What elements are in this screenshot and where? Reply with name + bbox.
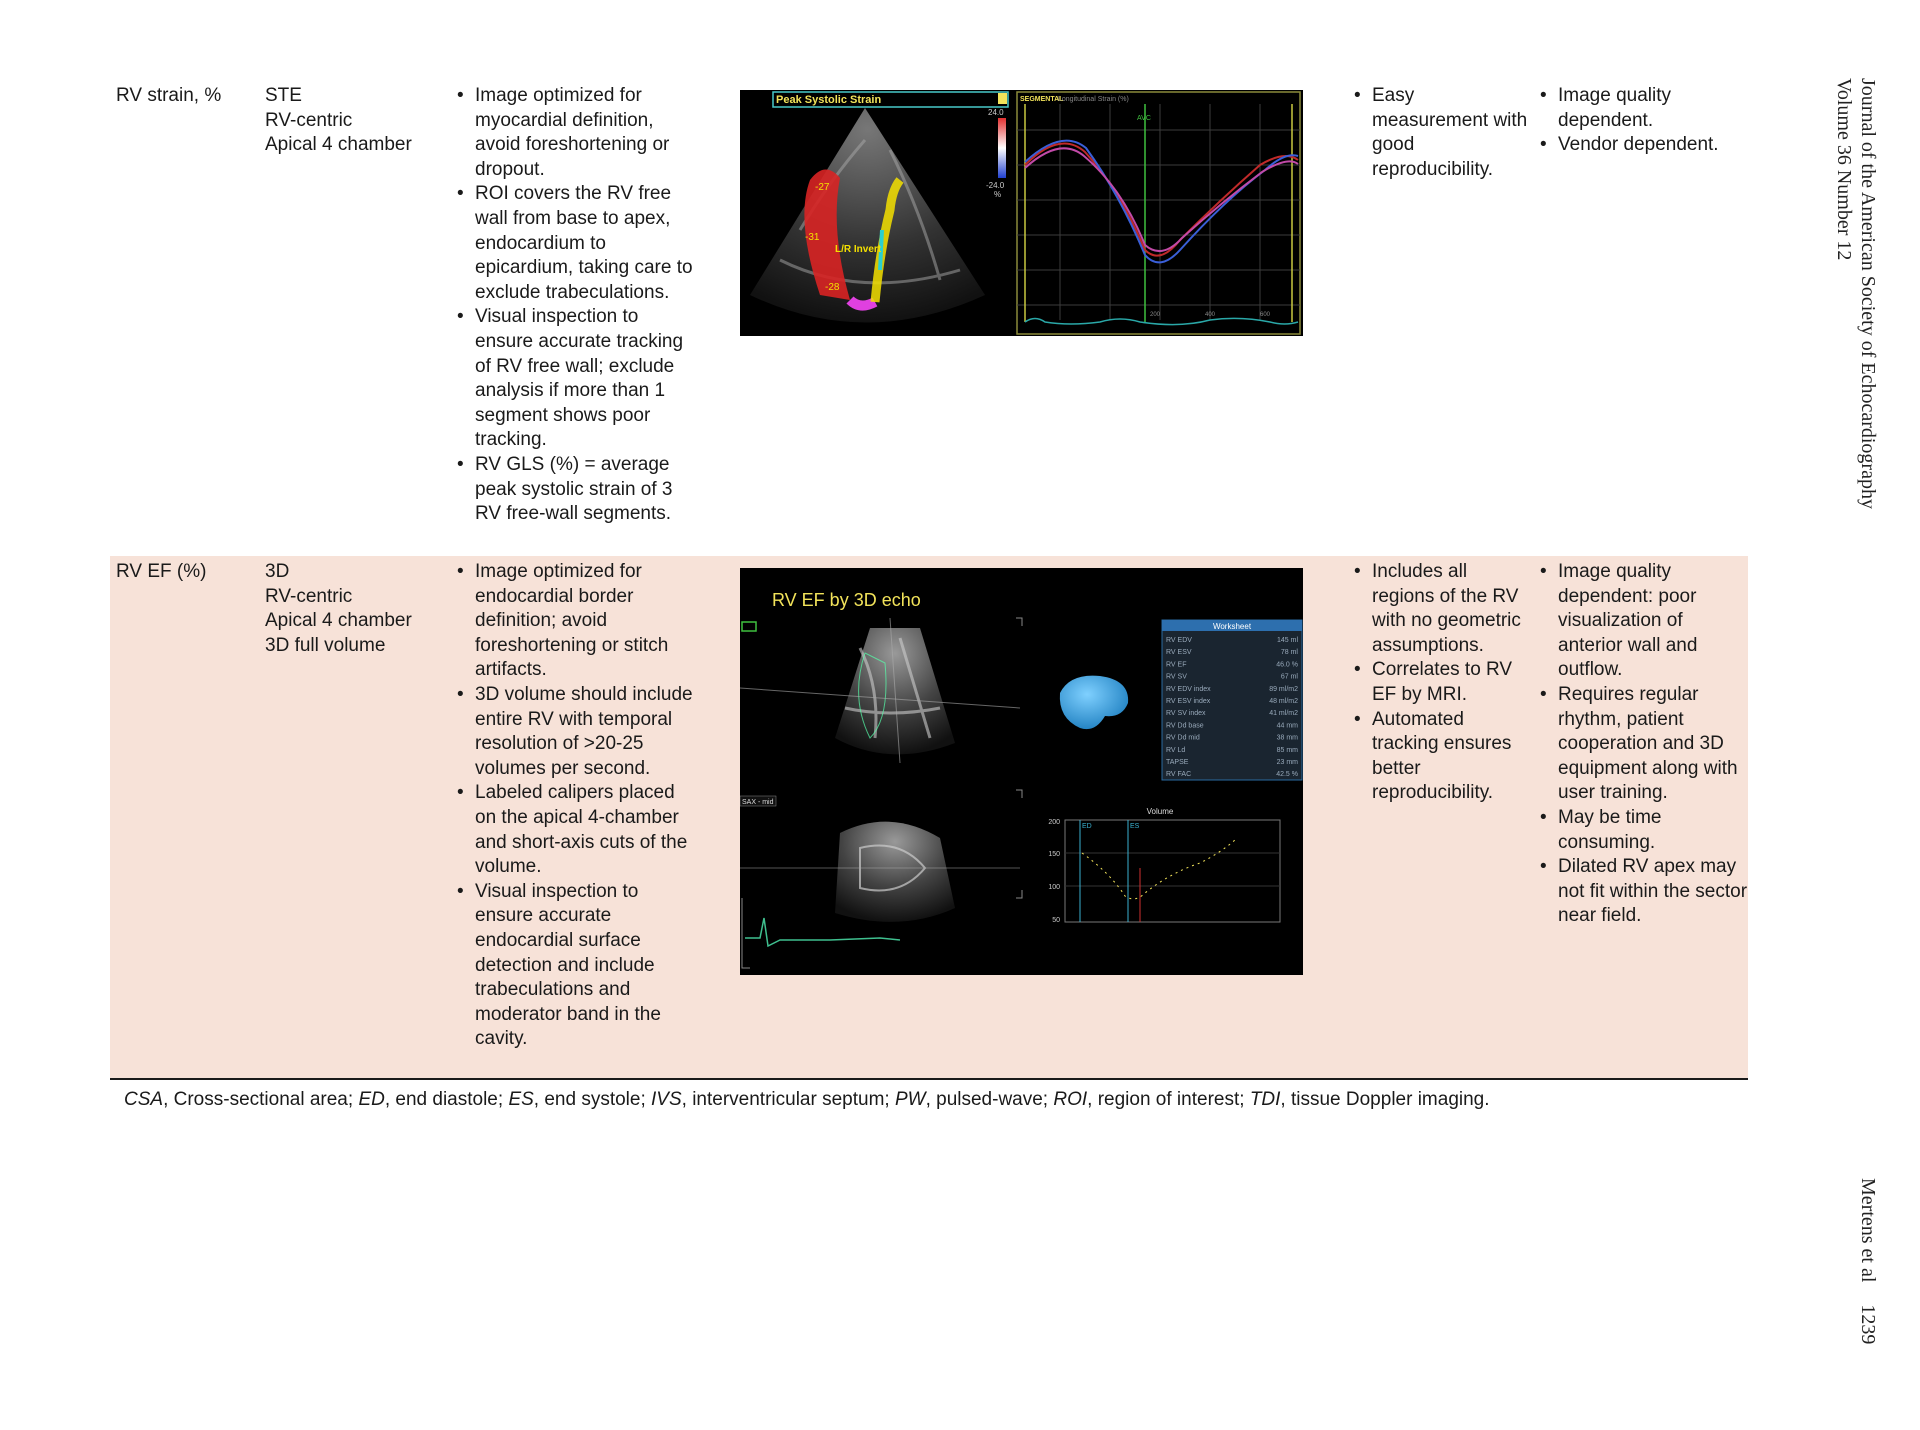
advantages-list	[1352, 84, 1528, 182]
list-item: • May be time consuming.	[1538, 806, 1748, 855]
worksheet-label: RV Ld	[1166, 746, 1186, 754]
scale-bottom: -24.0	[986, 181, 1005, 190]
time-tick: 600	[1260, 312, 1271, 318]
worksheet-label: RV SV	[1166, 673, 1187, 681]
method-line: Apical 4 chamber	[265, 610, 412, 632]
worksheet-value: 48 ml/m2	[1269, 698, 1298, 705]
page-number: 1239	[1857, 1304, 1879, 1345]
worksheet-value: 145 ml	[1276, 637, 1298, 644]
worksheet-label: RV Dd mid	[1166, 734, 1200, 742]
method-line: STE	[265, 85, 302, 106]
scale-top: 24.0	[988, 108, 1004, 117]
echo-parameters-table	[110, 80, 1748, 1078]
list-item: • Labeled calipers placed on the apical 4-chamber and short-axis cuts of the volume.	[455, 781, 695, 879]
rv-3d-mesh	[1060, 676, 1128, 730]
footnote-def: , Cross-sectional area;	[163, 1089, 359, 1110]
worksheet-value: 78 ml	[1280, 649, 1298, 657]
table-bottom-rule	[110, 1078, 1748, 1080]
time-tick: 400	[1205, 312, 1216, 318]
footnote-abbr: TDI	[1249, 1089, 1281, 1110]
footnote-abbr: ES	[508, 1089, 534, 1110]
segment-value: -27	[815, 182, 830, 193]
method-line: 3D	[265, 561, 290, 582]
list-item: • Easy measurement with good reproducibility.	[1352, 84, 1528, 182]
table-footnote	[124, 1088, 1490, 1112]
worksheet-value: 67 ml	[1280, 673, 1298, 681]
list-item: • Image quality dependent.	[1538, 84, 1748, 133]
segmental-sublabel: Longitudinal Strain (%)	[1058, 96, 1129, 103]
method-line: RV-centric	[265, 585, 353, 607]
worksheet-title: Worksheet	[1212, 622, 1252, 631]
ed-label: ED	[1082, 823, 1092, 830]
volume-title: Volume	[1146, 807, 1174, 816]
worksheet-label: RV Dd base	[1166, 722, 1204, 730]
es-label: ES	[1130, 823, 1140, 830]
worksheet-label: TAPSE	[1166, 759, 1189, 766]
footnote-def: , tissue Doppler imaging.	[1280, 1089, 1490, 1110]
parameter-cell: RV strain, %	[116, 85, 222, 106]
list-item: • Automated tracking ensures better reproducibility.	[1352, 708, 1528, 806]
rvef-3d-graphic	[740, 568, 1303, 975]
author-name: Mertens et al	[1857, 1178, 1879, 1283]
segmental-label: SEGMENTAL	[1020, 96, 1064, 103]
worksheet-value: 38 mm	[1276, 734, 1298, 742]
method-line: 3D full volume	[265, 634, 386, 656]
worksheet-value: 46.0 %	[1276, 661, 1298, 669]
limitations-list	[1538, 560, 1748, 929]
worksheet-label: RV EDV	[1166, 637, 1192, 644]
image-title: RV EF by 3D echo	[772, 590, 921, 610]
volume-tick: 200	[1048, 819, 1060, 826]
strain-echo-graphic	[740, 90, 1303, 336]
worksheet-label: RV ESV index	[1166, 698, 1211, 705]
journal-volume: Volume 36 Number 12	[1833, 78, 1855, 261]
worksheet-value: 41 ml/m2	[1269, 710, 1298, 718]
parameter-cell: RV EF (%)	[116, 561, 207, 582]
list-item: • Requires regular rhythm, patient cooperation and 3D equipment along with user training.	[1538, 683, 1748, 806]
footnote-abbr: ED	[358, 1089, 385, 1110]
recommendations-list	[455, 84, 695, 527]
list-item: • Visual inspection to ensure accurate endocardial surface detection and include trabeculations and moderator band in the cavity.	[455, 880, 695, 1052]
volume-tick: 100	[1048, 884, 1060, 891]
journal-running-head	[1832, 78, 1880, 509]
worksheet-label: RV EF	[1166, 661, 1187, 669]
list-item: • Dilated RV apex may not fit within the sector near field.	[1538, 855, 1748, 929]
list-item: • Vendor dependent.	[1538, 133, 1748, 158]
avc-label: AVC	[1137, 115, 1151, 122]
panel-title: Peak Systolic Strain	[776, 94, 882, 106]
list-item: • Image optimized for endocardial border definition; avoid foreshortening or stitch artifacts.	[455, 560, 695, 683]
invert-label: L/R Invert	[835, 244, 882, 255]
worksheet-label: RV ESV	[1166, 649, 1192, 657]
list-item: • ROI covers the RV free wall from base to apex, endocardium to epicardium, taking care to exclude trabeculations.	[455, 182, 695, 305]
list-item: • Image optimized for myocardial definition, avoid foreshortening or dropout.	[455, 84, 695, 182]
list-item: • Visual inspection to ensure accurate tracking of RV free wall; exclude analysis if more than 1 segment shows poor tracking.	[455, 305, 695, 453]
table-row-rv-strain	[110, 80, 1748, 556]
worksheet-label: RV FAC	[1166, 771, 1192, 779]
worksheet-value: 89 ml/m2	[1269, 685, 1298, 693]
worksheet-label: RV EDV index	[1166, 685, 1211, 693]
list-item: • Correlates to RV EF by MRI.	[1352, 658, 1528, 707]
volume-tick: 50	[1052, 917, 1060, 924]
footnote-def: , region of interest;	[1087, 1089, 1250, 1110]
worksheet-value: 44 mm	[1276, 722, 1298, 730]
scale-unit: %	[994, 190, 1002, 199]
worksheet-value: 85 mm	[1276, 746, 1298, 754]
rvef-3d-echo-image	[740, 568, 1303, 975]
footnote-abbr: CSA	[124, 1089, 164, 1110]
worksheet-panel	[1162, 620, 1302, 780]
list-item: • 3D volume should include entire RV with temporal resolution of >20-25 volumes per second.	[455, 683, 695, 781]
footnote-abbr: PW	[894, 1089, 926, 1110]
color-scale	[998, 118, 1006, 178]
list-item: • Includes all regions of the RV with no geometric assumptions.	[1352, 560, 1528, 658]
advantages-list	[1352, 560, 1528, 806]
method-line: RV-centric	[265, 109, 353, 131]
strain-echo-image	[740, 90, 1303, 336]
limitations-list	[1538, 84, 1748, 158]
segment-value: -28	[825, 282, 840, 293]
method-cell	[265, 560, 412, 658]
time-tick: 200	[1150, 312, 1161, 318]
echo-sector	[750, 108, 985, 323]
list-item: • RV GLS (%) = average peak systolic strain of 3 RV free-wall segments.	[455, 453, 695, 527]
footnote-def: , interventricular septum;	[681, 1089, 895, 1110]
worksheet-value: 42.5 %	[1276, 771, 1298, 779]
footnote-def: , end diastole;	[384, 1089, 509, 1110]
worksheet-label: RV SV index	[1166, 710, 1206, 718]
sax-label: SAX - mid	[742, 799, 774, 806]
footnote-def: , pulsed-wave;	[925, 1089, 1054, 1110]
volume-tick: 150	[1048, 851, 1060, 858]
segment-value: -31	[805, 232, 820, 243]
footnote-abbr: IVS	[651, 1089, 682, 1110]
strain-curve-graph	[1017, 92, 1300, 334]
footnote-def: , end systole;	[533, 1089, 652, 1110]
method-cell	[265, 84, 412, 158]
journal-name: Journal of the American Society of Echocardiography	[1857, 78, 1879, 509]
short-axis-view	[835, 822, 955, 922]
method-line: Apical 4 chamber	[265, 134, 412, 156]
list-item: • Image quality dependent: poor visualization of anterior wall and outflow.	[1538, 560, 1748, 683]
worksheet-value: 23 mm	[1276, 759, 1298, 766]
volume-curve-graph	[1048, 807, 1280, 924]
table-row-rv-ef	[110, 556, 1748, 1078]
recommendations-list	[455, 560, 695, 1052]
footnote-abbr: ROI	[1053, 1089, 1088, 1110]
author-page-head	[1856, 1178, 1880, 1344]
